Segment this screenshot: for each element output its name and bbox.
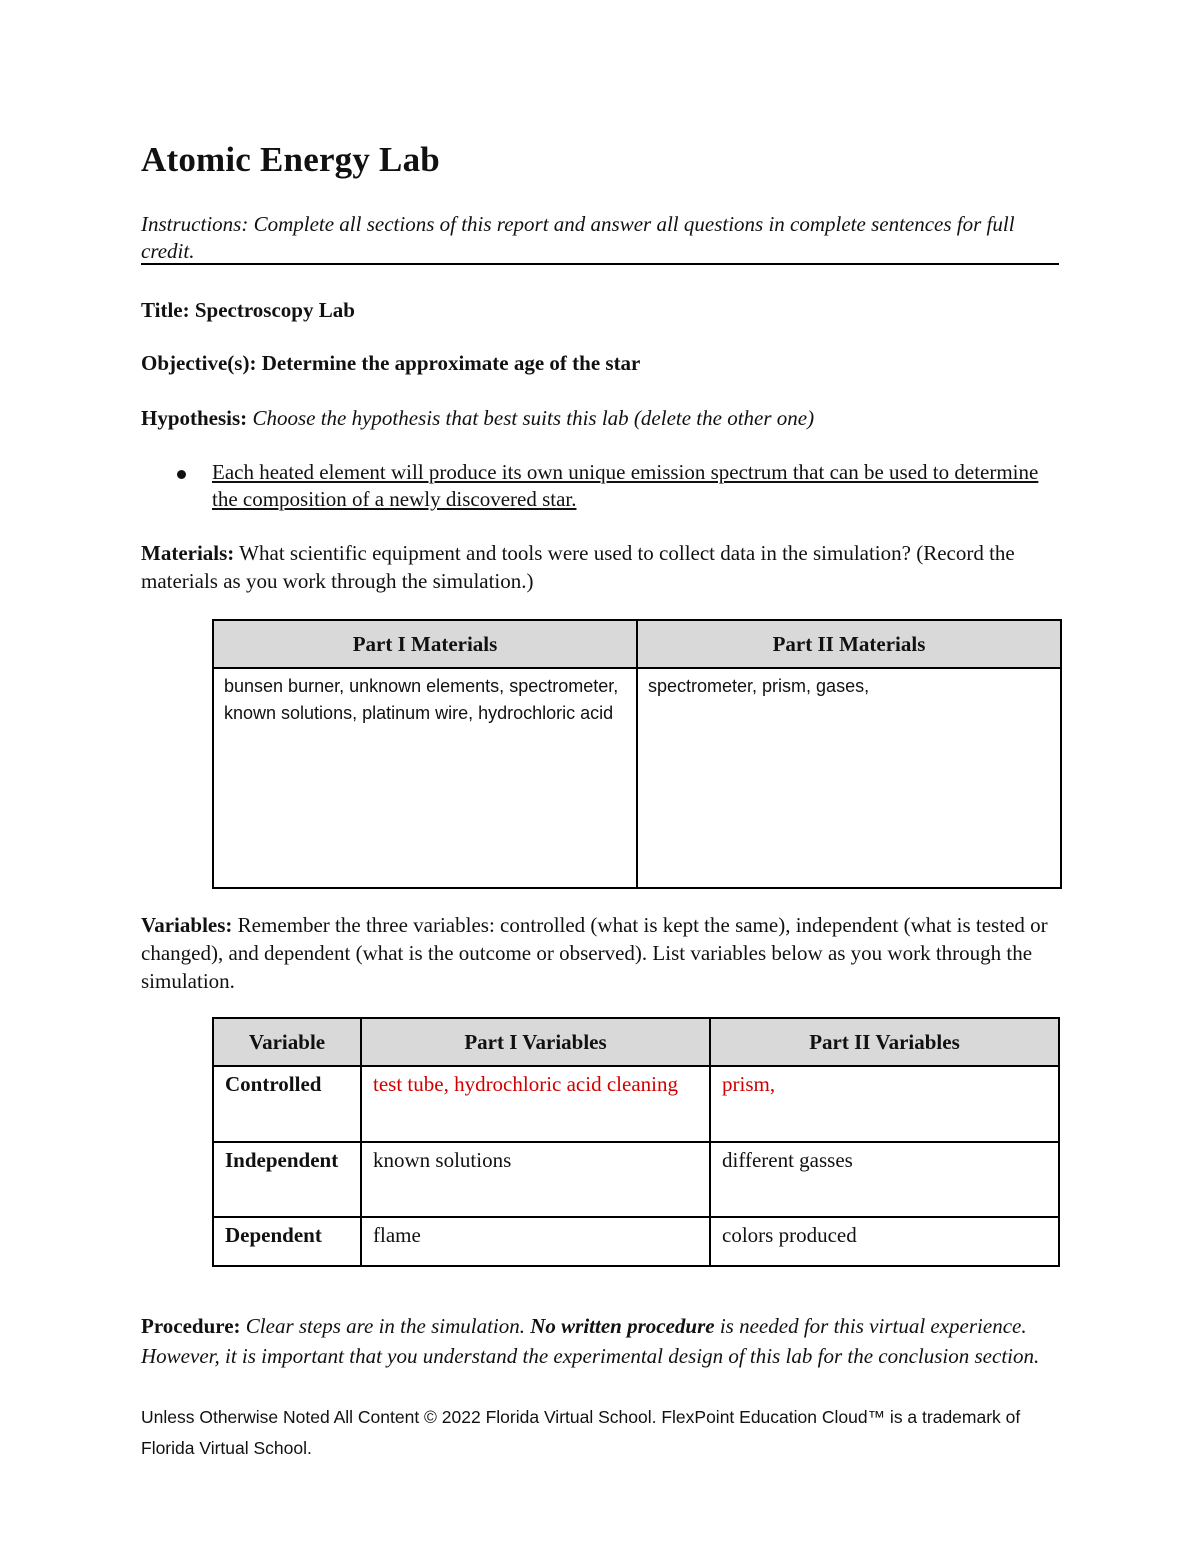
procedure-text-b: is needed for this virtual experience. However, it is important that you understand the experimental design of this lab for the conclusion section. — [141, 1314, 1040, 1368]
hypothesis-line — [141, 404, 1059, 432]
variable-name-cell: Dependent — [213, 1217, 361, 1266]
variables-header-part1: Part I Variables — [361, 1018, 710, 1066]
hypothesis-label: Hypothesis: — [141, 406, 248, 430]
variable-part1-cell[interactable]: test tube, hydrochloric acid cleaning — [361, 1066, 710, 1142]
hypothesis-prompt: Choose the hypothesis that best suits this lab (delete the other one) — [252, 406, 815, 430]
hypothesis-choice-text: Each heated element will produce its own unique emission spectrum that can be used to determine the composition of a newly discovered star. — [212, 460, 1039, 511]
objective-line — [141, 349, 1059, 377]
variable-name-cell: Independent — [213, 1142, 361, 1217]
procedure-text-bold: No written procedure — [530, 1314, 715, 1338]
report-title-value: Spectroscopy Lab — [194, 298, 355, 322]
page-title: Atomic Energy Lab — [141, 140, 440, 179]
table-row — [213, 1142, 1059, 1217]
materials-row — [213, 668, 1061, 888]
section-divider — [141, 263, 1059, 265]
materials-header-part2: Part II Materials — [637, 620, 1061, 668]
table-row — [213, 1217, 1059, 1266]
variable-part1-cell[interactable]: known solutions — [361, 1142, 710, 1217]
variable-name-cell: Controlled — [213, 1066, 361, 1142]
variables-line — [141, 911, 1059, 995]
materials-header-part1: Part I Materials — [213, 620, 637, 668]
variables-header-part2: Part II Variables — [710, 1018, 1059, 1066]
variable-part2-cell[interactable]: colors produced — [710, 1217, 1059, 1266]
report-title-label: Title: — [141, 298, 190, 322]
table-row — [213, 1066, 1059, 1142]
materials-part1-cell[interactable]: bunsen burner, unknown elements, spectrometer, known solutions, platinum wire, hydrochloric acid — [213, 668, 637, 888]
materials-prompt: What scientific equipment and tools were used to collect data in the simulation? (Record the materials as you work through the simulation.) — [141, 541, 1015, 593]
variables-prompt: Remember the three variables: controlled (what is kept the same), independent (what is tested or changed), and dependent (what is the outcome or observed). List variables below as you work through the simulation. — [141, 913, 1048, 993]
bullet-icon — [177, 470, 186, 479]
materials-label: Materials: — [141, 541, 235, 565]
materials-line — [141, 539, 1059, 595]
variable-part2-cell[interactable]: different gasses — [710, 1142, 1059, 1217]
variable-part1-cell[interactable]: flame — [361, 1217, 710, 1266]
variables-header-row — [213, 1018, 1059, 1066]
report-title-line — [141, 296, 1059, 324]
materials-header-row — [213, 620, 1061, 668]
variables-header-variable: Variable — [213, 1018, 361, 1066]
copyright-footer: Unless Otherwise Noted All Content © 2022 Florida Virtual School. FlexPoint Education Cloud™ is a trademark of Florida Virtual School. — [141, 1407, 1021, 1458]
variable-part2-cell[interactable]: prism, — [710, 1066, 1059, 1142]
variables-label: Variables: — [141, 913, 233, 937]
materials-table — [212, 619, 1062, 889]
procedure-text-a: Clear steps are in the simulation. — [245, 1314, 525, 1338]
procedure-line — [141, 1311, 1041, 1371]
materials-part2-cell[interactable]: spectrometer, prism, gases, — [637, 668, 1061, 888]
objective-label: Objective(s): — [141, 351, 257, 375]
instructions-text: Instructions: Complete all sections of this report and answer all questions in complete sentences for full credit. — [141, 212, 1015, 263]
procedure-label: Procedure: — [141, 1314, 241, 1338]
objective-value: Determine the approximate age of the star — [261, 351, 641, 375]
variables-table — [212, 1017, 1060, 1267]
